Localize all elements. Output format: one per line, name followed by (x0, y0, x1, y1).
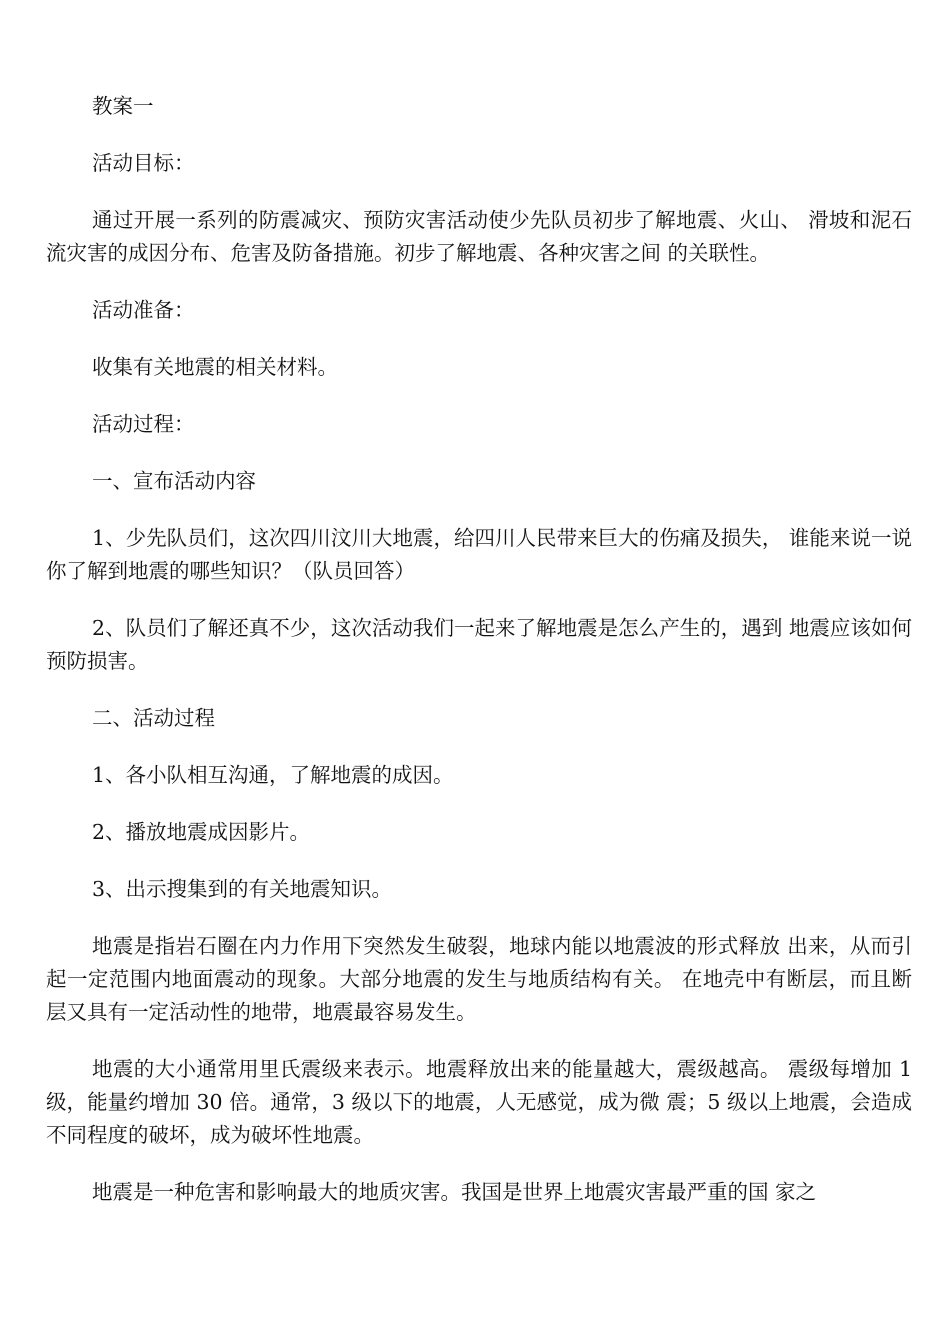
paragraph-goals: 通过开展一系列的防震减灾、预防灾害活动使少先队员初步了解地震、火山、 滑坡和泥石流灾害的成因分布、危害及防备措施。初步了解地震、各种灾害之间 的关联性。 (46, 208, 912, 265)
paragraph-item-1: 1、少先队员们，这次四川汶川大地震，给四川人民带来巨大的伤痛及损失， 谁能来说一说你了解到地震的哪些知识？（队员回答） (46, 526, 912, 583)
subheading-activity-process: 二、活动过程 (92, 706, 215, 730)
list-item-2: 2、播放地震成因影片。 (92, 820, 311, 844)
paragraph-hazard: 地震是一种危害和影响最大的地质灾害。我国是世界上地震灾害最严重的国 家之 (92, 1180, 817, 1204)
section-heading-preparation: 活动准备： (92, 298, 195, 322)
paragraph-magnitude: 地震的大小通常用里氏震级来表示。地震释放出来的能量越大，震级越高。 震级每增加 1 级，能量约增加 30 倍。通常，3 级以下的地震，人无感觉，成为微 震；5 级以上地震，会造成不同程度的破坏，成为破坏性地震。 (46, 1057, 912, 1147)
lesson-title: 教案一 (92, 94, 154, 118)
section-heading-process: 活动过程： (92, 412, 195, 436)
list-item-3: 3、出示搜集到的有关地震知识。 (92, 877, 393, 901)
document-body (46, 90, 912, 1209)
paragraph-preparation: 收集有关地震的相关材料。 (92, 355, 338, 379)
section-heading-goals: 活动目标： (92, 151, 195, 175)
list-item-1: 1、各小队相互沟通，了解地震的成因。 (92, 763, 454, 787)
paragraph-earthquake-definition: 地震是指岩石圈在内力作用下突然发生破裂，地球内能以地震波的形式释放 出来，从而引起一定范围内地面震动的现象。大部分地震的发生与地质结构有关。 在地壳中有断层，而且断层又具有一定活动性的地带，地震最容易发生。 (46, 934, 912, 1024)
subheading-announce-content: 一、宣布活动内容 (92, 469, 256, 493)
paragraph-item-2: 2、队员们了解还真不少，这次活动我们一起来了解地震是怎么产生的，遇到 地震应该如何预防损害。 (46, 616, 912, 673)
